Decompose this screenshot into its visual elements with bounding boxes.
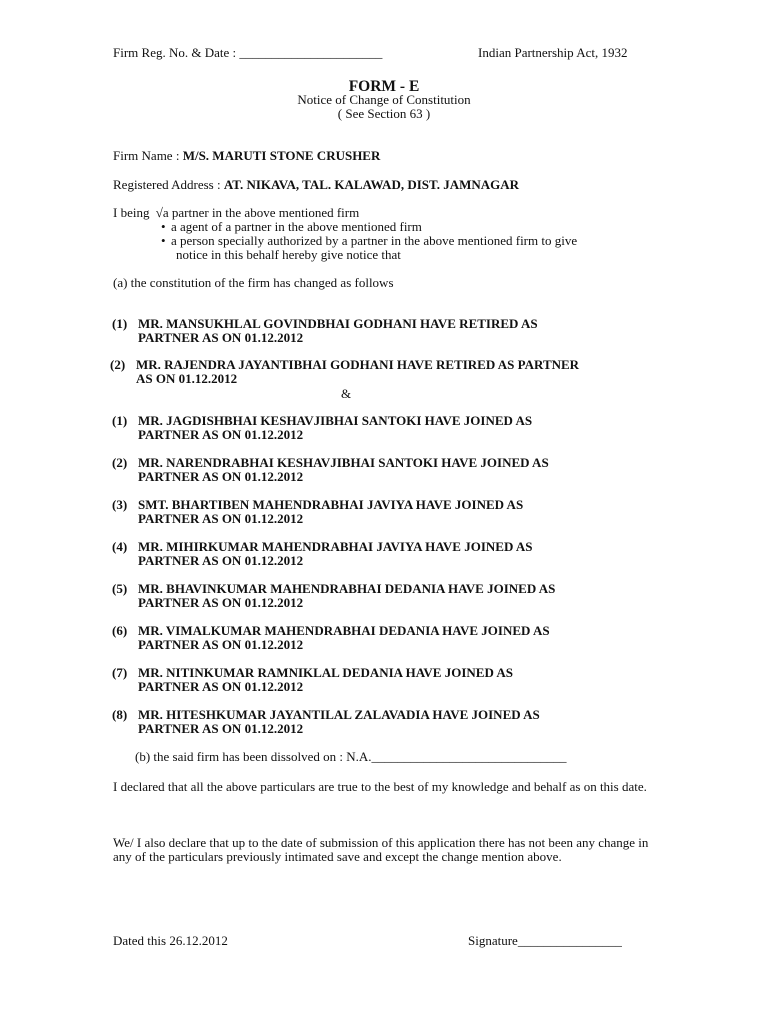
ampersand-separator: & <box>341 386 352 401</box>
act-reference: Indian Partnership Act, 1932 <box>478 45 628 60</box>
address-value: AT. NIKAVA, TAL. KALAWAD, DIST. JAMNAGAR <box>223 177 520 192</box>
option-agent-text: a agent of a partner in the above mentioned firm <box>171 219 422 234</box>
firm-name-row <box>113 148 380 164</box>
option-partner-text: a partner in the above mentioned firm <box>162 205 360 220</box>
form-subtitle: Notice of Change of Constitution <box>297 92 471 107</box>
address-row <box>113 177 519 193</box>
constitution-intro: (a) the constitution of the firm has changed as follows <box>113 275 394 290</box>
bullet-icon: • <box>161 219 166 234</box>
dissolved-statement: (b) the said firm has been dissolved on : N.A.______________________________ <box>135 749 567 764</box>
address-label: Registered Address : <box>113 177 224 192</box>
bullet-icon: • <box>161 233 166 248</box>
dated-line: Dated this 26.12.2012 <box>113 933 228 948</box>
declaration-no-change: We/ I also declare that up to the date of submission of this application there has not been any change in any of the particulars previously intimated save and except the change mention above. <box>113 835 649 864</box>
firm-reg-label: Firm Reg. No. & Date : ______________________ <box>113 45 383 60</box>
declaration-true-particulars: I declared that all the above particulars are true to the best of my knowledge and behalf as on this date. <box>113 779 647 794</box>
form-title: FORM - E <box>348 78 420 95</box>
option-authorized-text: a person specially authorized by a partner in the above mentioned firm to give <box>171 233 578 248</box>
option-authorized-continuation: notice in this behalf hereby give notice that <box>176 247 401 262</box>
form-section: ( See Section 63 ) <box>337 106 431 121</box>
declarant-intro: I being <box>113 205 150 220</box>
signature-line: Signature________________ <box>468 933 622 948</box>
firm-name-value: M/S. MARUTI STONE CRUSHER <box>182 148 381 163</box>
firm-name-label: Firm Name : <box>113 148 183 163</box>
check-mark-icon: √ <box>155 205 163 220</box>
